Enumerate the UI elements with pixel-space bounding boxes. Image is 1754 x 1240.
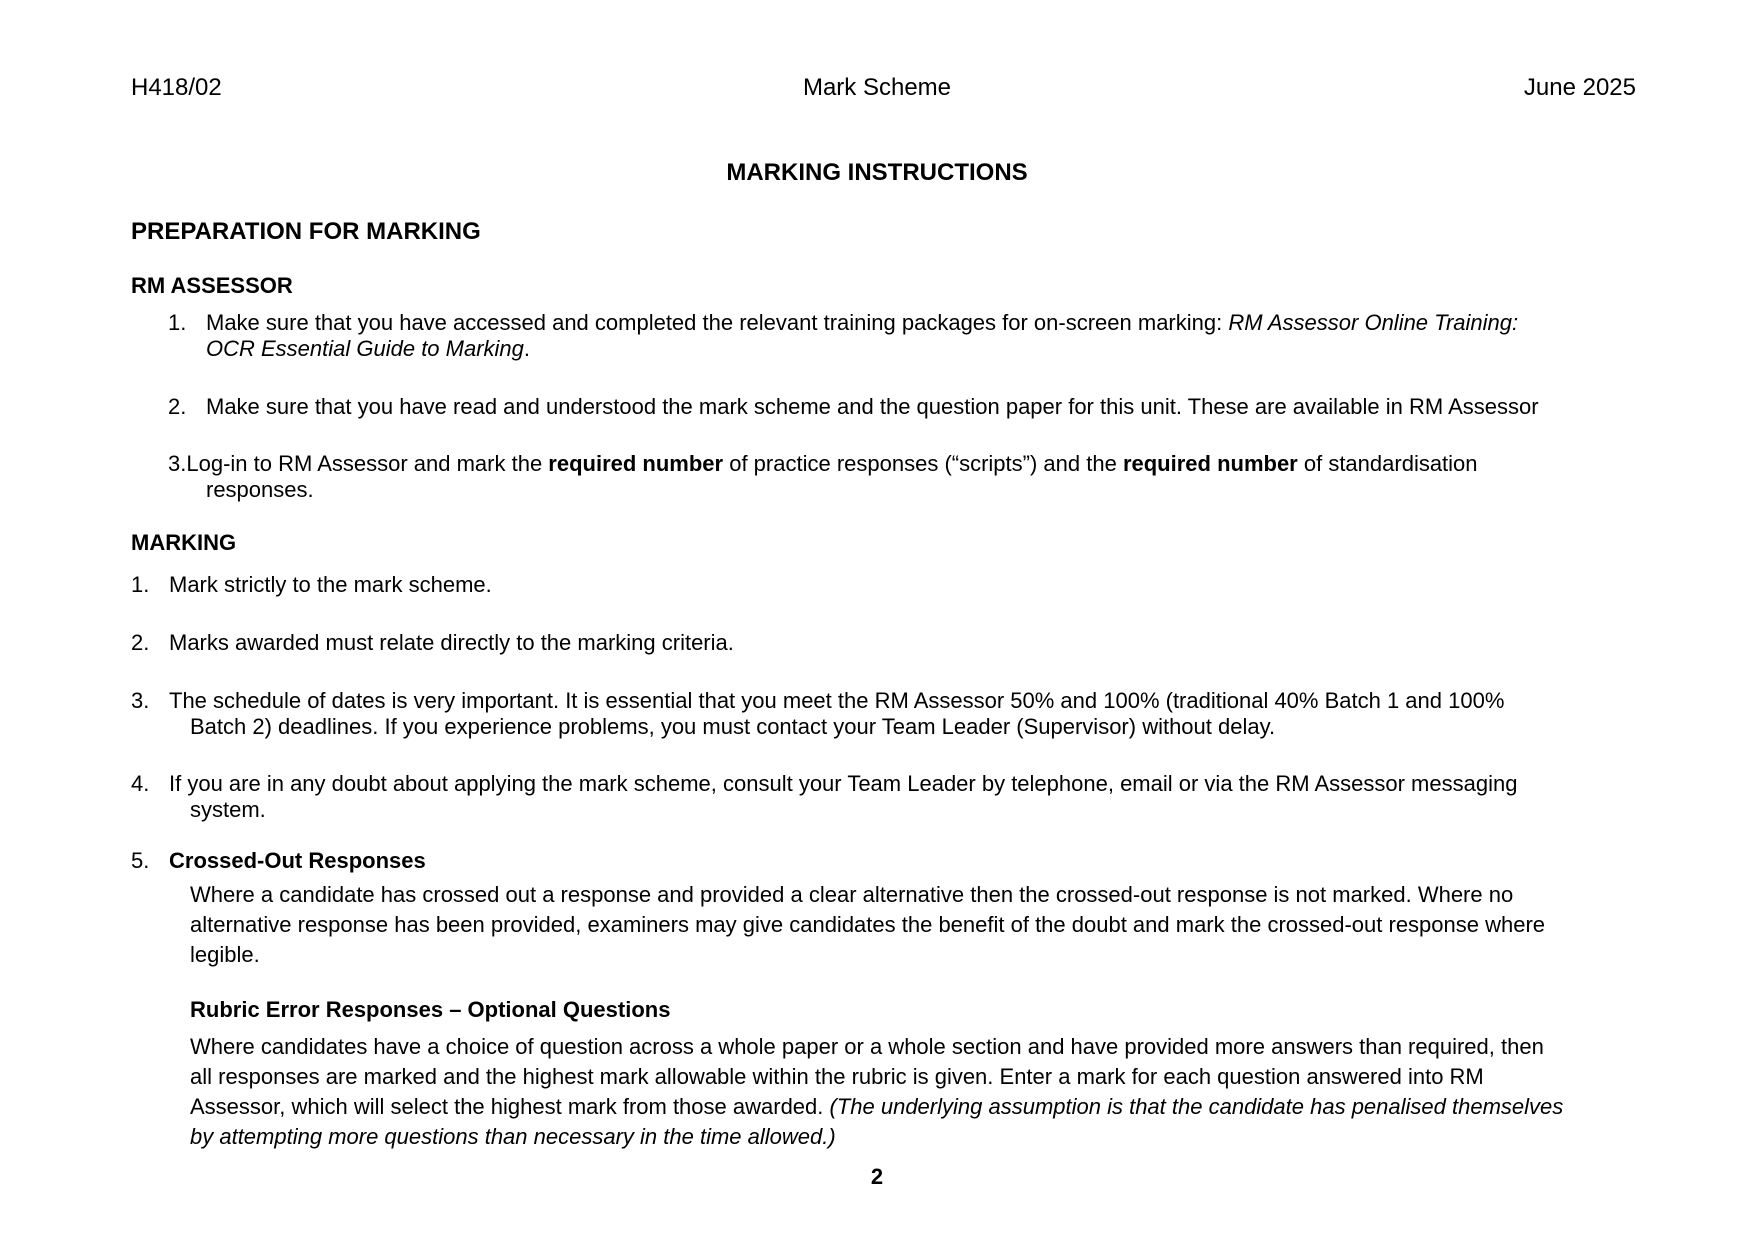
marking-item-2-text: Marks awarded must relate directly to the marking criteria.	[169, 630, 734, 655]
prep-item-3-text-a: Log-in to RM Assessor and mark the	[186, 451, 549, 476]
prep-item-2	[168, 394, 1648, 420]
crossed-out-line-3: legible.	[190, 942, 260, 967]
prep-item-3-text-c: of standardisation	[1297, 451, 1478, 476]
page-number: 2	[870, 1164, 884, 1189]
marking-item-2-number: 2.	[131, 630, 150, 655]
prep-item-3-text-b: of practice responses (“scripts”) and the	[723, 451, 1123, 476]
header-doc-type: Mark Scheme	[802, 74, 952, 101]
rubric-line-3: Assessor, which will select the highest mark from those awarded.	[190, 1094, 830, 1119]
marking-item-5-heading: Crossed-Out Responses	[169, 848, 426, 873]
marking-item-3-line2: Batch 2) deadlines. If you experience problems, you must contact your Team Leader (Supervisor) without delay.	[190, 714, 1276, 739]
rubric-line-2: all responses are marked and the highest mark allowable within the rubric is given. Enter a mark for each question answered into RM	[190, 1064, 1484, 1089]
prep-item-1-italic-1: RM Assessor Online Training:	[1228, 310, 1519, 335]
prep-item-1-text: Make sure that you have accessed and completed the relevant training packages for on-screen marking:	[206, 310, 1229, 335]
prep-item-1	[168, 310, 1638, 362]
rm-assessor-subheading: RM ASSESSOR	[131, 273, 293, 298]
prep-item-3	[168, 451, 1648, 503]
prep-item-2-number: 2.	[168, 394, 187, 419]
crossed-out-line-2: alternative response has been provided, examiners may give candidates the benefit of the doubt and mark the crossed-out response where	[190, 912, 1546, 937]
page-title: MARKING INSTRUCTIONS	[726, 159, 1028, 186]
rubric-heading: Rubric Error Responses – Optional Questions	[190, 997, 671, 1022]
prep-item-3-bold-a: required number	[548, 451, 724, 476]
prep-item-1-number: 1.	[168, 310, 187, 335]
prep-item-2-text: Make sure that you have read and understood the mark scheme and the question paper for this unit. These are available in RM Assessor	[206, 394, 1539, 419]
marking-heading: MARKING	[131, 530, 237, 555]
marking-item-3-number: 3.	[131, 688, 150, 713]
rubric-line-4-italic: by attempting more questions than necessary in the time allowed.)	[190, 1124, 836, 1149]
marking-item-5	[131, 848, 1631, 874]
crossed-out-paragraph	[190, 880, 1638, 970]
rubric-line-3-italic: (The underlying assumption is that the candidate has penalised themselves	[829, 1094, 1564, 1119]
marking-item-1-number: 1.	[131, 572, 150, 597]
header-paper-code: H418/02	[131, 74, 222, 101]
prep-item-1-italic-2: OCR Essential Guide to Marking	[206, 336, 524, 361]
marking-item-4-line1: If you are in any doubt about applying the mark scheme, consult your Team Leader by telephone, email or via the RM Assessor messaging	[169, 771, 1518, 796]
marking-item-3	[131, 688, 1651, 740]
rubric-line-1: Where candidates have a choice of question across a whole paper or a whole section and have provided more answers than required, then	[190, 1034, 1544, 1059]
marking-item-4	[131, 771, 1651, 823]
marking-item-4-line2: system.	[190, 797, 266, 822]
marking-item-1	[131, 572, 1631, 598]
rubric-paragraph	[190, 1032, 1638, 1152]
marking-item-1-text: Mark strictly to the mark scheme.	[169, 572, 492, 597]
marking-item-2	[131, 630, 1631, 656]
preparation-heading: PREPARATION FOR MARKING	[131, 218, 481, 245]
prep-item-1-end: .	[523, 336, 531, 361]
crossed-out-line-1: Where a candidate has crossed out a response and provided a clear alternative then the crossed-out response is not marked. Where no	[190, 882, 1514, 907]
marking-item-5-number: 5.	[131, 848, 150, 873]
prep-item-3-number: 3.	[168, 451, 187, 476]
prep-item-3-line2: responses.	[206, 477, 314, 502]
marking-item-4-number: 4.	[131, 771, 150, 796]
marking-item-3-line1: The schedule of dates is very important. It is essential that you meet the RM Assessor 50% and 100% (traditional 40% Batch 1 and 100%	[169, 688, 1505, 713]
prep-item-3-bold-b: required number	[1122, 451, 1298, 476]
header-date: June 2025	[1523, 74, 1636, 101]
